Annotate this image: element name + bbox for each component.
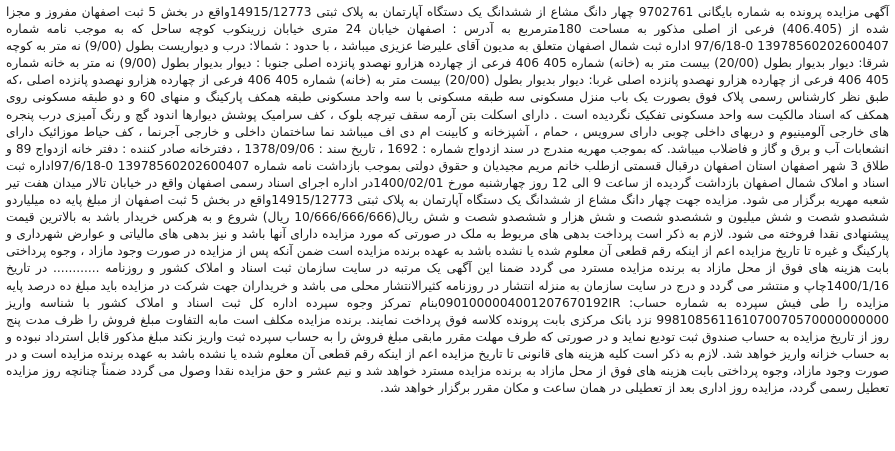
notice-body-text: آگهی مزایده پرونده به شماره بایگانی 9702761 چهار دانگ مشاع از ششدانگ یک دستگاه آپارتمان به پلاک ثبتی 14915/12773واقع در بخش 5 ثبت اصفهان مفروز و مجزا شده از (406.405) فرعی از اصلی مذکور به مساحت 180مترمربع به آدرس : اصفهان خیابان 24 متری خیابان زرینکوب کوچه ساحل که به موجب نامه شماره 13978560202600407 0-97/6/18 اداره ثبت شمال اصفهان متعلق به مدیون آقای علیرضا عزیزی میباشد ، با حدود : شمالا: درب و دیواریست بطول (9/00) نه متر به کوچه شرقا: دیوار بدیوار بطول (20/00) بیست متر به (خانه) شماره 405 406 فرعی از چهارده هزارو نهصدو پانزده اصلی جنوبا : دیوار بدیوار بطول (9/00) نه متر به خانه شماره 405 406 فرعی از چهارده هزارو نهصدو پانزده اصلی غربا: دیوار بدیوار بطول (20/00) بیست متر به (خانه) شماره 405 406 فرعی از چهارده هزارو نهصدو پانزده اصلی ،که طبق نظر کارشناس رسمی پلاک فوق بصورت یک باب منزل مسکونی سه طبقه مسکونی با سه واحد مسکونی طبقه همکف پارکینگ و منهای 60 و دو طبقه مسکونی روی همکف که اسناد مالکیت سه واحد مسکونی تفکیک نگردیده است . دارای اسکلت بتن آرمه سقف تیرچه بلوک ، کف سرامیک پوشش دیوارها اندود گچ و رنگ آمیزی درب پنجره های خارجی آلومینیوم و دربهای داخلی چوبی دارای سرویس ، حمام ، آشپزخانه و کابینت ام دی اف میباشد نما ساختمان داخلی و خارجی آجرنما ، کف حیاط موزائیک دارای انشعابات آب و برق و گاز و فاضلاب میباشد. که بموجب مهریه مندرج در سند ازدواج شماره : 1692 ، تاریخ سند : 1378/09/06 ، دفترخانه صادر کننده : دفتر خانه ازدواج 89 و طلاق 3 شهر اصفهان استان اصفهان درقبال قسمتی ازطلب خانم مریم مجیدیان و حقوق دولتی بموجب بازداشت نامه شماره 13978560202600407 0-97/6/18اداره ثبت اسناد و املاک شمال اصفهان بازداشت گردیده از ساعت 9 الی 12 روز چهارشنبه مورخ 1400/02/01در اداره اجرای اسناد رسمی اصفهان واقع در خیابان تالار میدان هفت تیر شعبه مهریه برگزار می شود. مزایده جهت چهار دانگ مشاع از ششدانگ یک دستگاه آپارتمان به پلاک ثبتی 14915/12773واقع در بخش 5 ثبت اصفهان از مبلغ پایه ده میلیاردو ششصدو شصت و شش میلیون و ششصدو شصت و شش هزار و ششصدو شصت و شش ریال(10/666/666/666 ریال) شروع و به هرکس خریدار باشد به بالاترین قیمت پیشنهادی نقدا فروخته می شود. لازم به ذکر است پرداخت بدهی های مربوط به ملک در صورتی که مورد مزایده دارای آنها باشد و نیز بدهی های مالیاتی و عوارض شهرداری و پارکینگ و غیره تا تاریخ مزایده اعم از اینکه رقم قطعی آن معلوم شده یا نشده باشد به عهده برنده مزایده است ضمن آنکه پس از مزایده در صورت وجود مازاد ، وجوه پرداختی بابت هزینه های فوق از محل مازاد به برنده مزایده مسترد می گردد ضمنا این آگهی یک مرتبه در سایت سازمان ثبت اسناد و املاک کشور و روزنامه ............ در تاریخ 1400/1/16چاپ و منتشر می گردد و درج در سایت سازمان به منزله انتشار در روزنامه کثیرالانتشار محلی می باشد و خریداران جهت شرکت در مزایده باید مبلغ ده درصد پایه مزایده را طی فیش سپرده به شماره حساب: 0901000004001207670192IRبنام تمرکز وجوه سپرده اداره کل ثبت اسناد و املاک کشور با شناسه واریز 998108561161070070570000000000 نزد بانک مرکزی بابت پرونده کلاسه فوق پرداخت نمایند. برنده مزایده مکلف است مابه التفاوت مبلغ فروش را ظرف مدت پنج روز از تاریخ مزایده به حساب صندوق ثبت تودیع نماید و در صورتی که طرف مهلت مقرر مابقی مبلغ فروش را به حساب سپرده ثبت واریز نکند مبلغ مذکور قابل استرداد نبوده و به حساب خزانه واریز خواهد شد. لازم به ذکر است کلیه هزینه های قانونی تا تاریخ مزایده اعم از اینکه رقم قطعی آن معلوم شده یا نشده باشد به عهده برنده مزایده است و در صورت وجود مازاد، وجوه پرداختی بابت هزینه های فوق از محل مازاد به برنده مزایده مسترد خواهد شد و نیم عشر و حق مزایده نقدا وصول می گردد ضمناً چنانچه روز مزایده تعطیل رسمی گردد، مزایده روز اداری بعد از تعطیلی در همان ساعت و مکان مقرر برگزار خواهد شد. bbox=[6, 5, 890, 396]
